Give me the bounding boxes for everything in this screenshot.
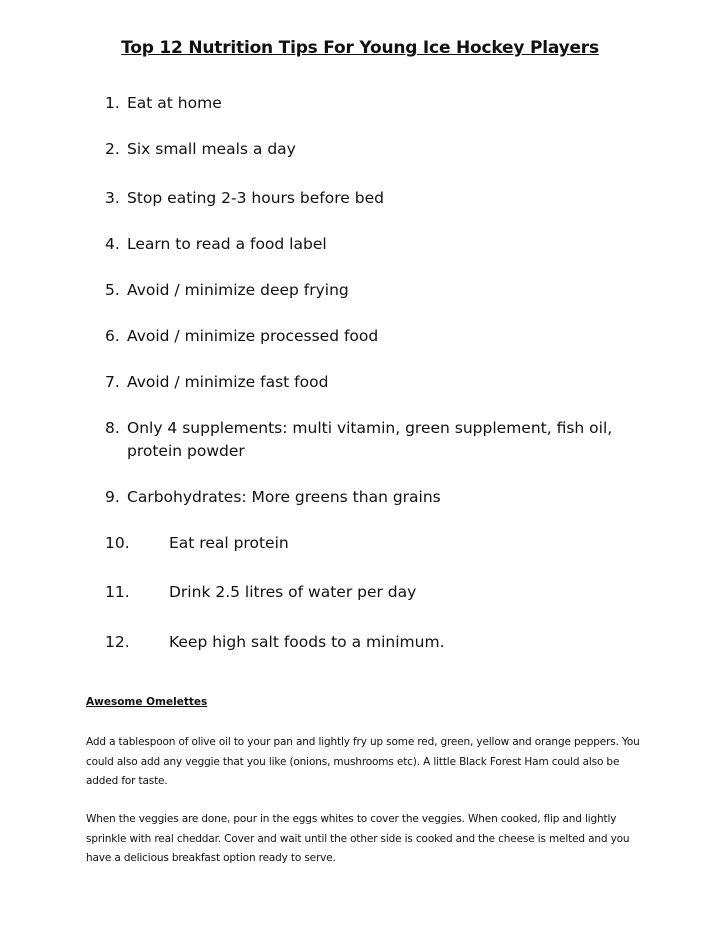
tip-number: 10.	[105, 534, 130, 552]
tip-text: Drink 2.5 litres of water per day	[169, 583, 417, 601]
tip-text: Learn to read a food label	[127, 235, 327, 253]
tip-number: 8.	[105, 419, 120, 437]
tip-text: Eat at home	[127, 94, 222, 112]
recipe-heading: Awesome Omelettes	[86, 696, 208, 708]
tip-number: 5.	[105, 281, 120, 299]
tip-text: Keep high salt foods to a minimum.	[169, 633, 445, 651]
tip-text: Eat real protein	[169, 534, 289, 552]
tip-text: Stop eating 2-3 hours before bed	[127, 189, 384, 207]
tip-text: Only 4 supplements: multi vitamin, green supplement, fish oil, protein powder	[127, 419, 613, 460]
tip-number: 3.	[105, 189, 120, 207]
tip-text: Avoid / minimize processed food	[127, 327, 379, 345]
tip-number: 12.	[105, 633, 130, 651]
page-title: Top 12 Nutrition Tips For Young Ice Hockey Players	[121, 38, 599, 58]
tip-number: 1.	[105, 94, 120, 112]
tip-text: Carbohydrates: More greens than grains	[127, 488, 441, 506]
tip-number: 7.	[105, 373, 120, 391]
tip-number: 2.	[105, 140, 120, 158]
tip-number: 11.	[105, 583, 130, 601]
tip-number: 9.	[105, 488, 120, 506]
tip-text: Avoid / minimize fast food	[127, 373, 329, 391]
recipe-paragraph-2: When the veggies are done, pour in the eggs whites to cover the veggies. When cooked, flip and lightly sprinkle with real cheddar. Cover and wait until the other side is cooked and the cheese is melted and you have a delicious breakfast option ready to serve.	[86, 813, 630, 864]
recipe-paragraph-1: Add a tablespoon of olive oil to your pan and lightly fry up some red, green, yellow and orange peppers. You could also add any veggie that you like (onions, mushrooms etc). A little Black Forest Ham could also be added for taste.	[86, 736, 640, 787]
tip-text: Six small meals a day	[127, 140, 296, 158]
tip-number: 4.	[105, 235, 120, 253]
tip-text: Avoid / minimize deep frying	[127, 281, 349, 299]
tip-number: 6.	[105, 327, 120, 345]
